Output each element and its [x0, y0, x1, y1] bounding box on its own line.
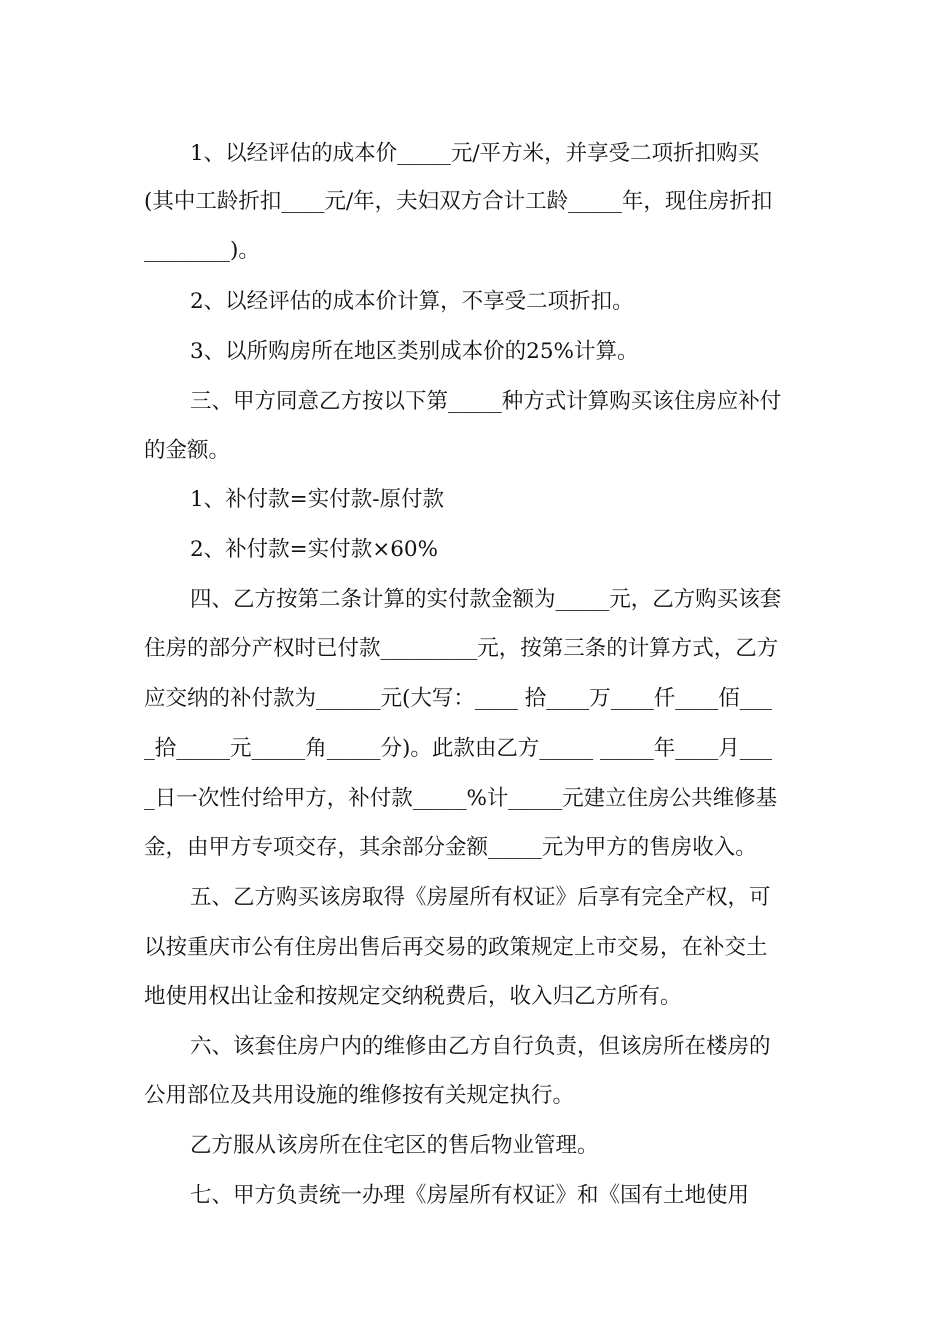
paragraph-line: 地使用权出让金和按规定交纳税费后，收入归乙方所有。 — [144, 984, 682, 1009]
paragraph-line: _日一次性付给甲方，补付款_____%计_____元建立住房公共维修基 — [144, 786, 778, 811]
paragraph-line: 乙方服从该房所在住宅区的售后物业管理。 — [190, 1133, 599, 1158]
paragraph-line: 1、补付款=实付款-原付款 — [190, 487, 444, 512]
paragraph-line: ________)。 — [144, 238, 260, 263]
paragraph-line: 3、以所购房所在地区类别成本价的25%计算。 — [190, 339, 639, 364]
paragraph-line: _拾_____元_____角_____分)。此款由乙方_____ _____年____月___ — [144, 736, 772, 761]
paragraph-line: 住房的部分产权时已付款_________元，按第三条的计算方式，乙方 — [144, 636, 779, 661]
paragraph-line: 2、以经评估的成本价计算，不享受二项折扣。 — [190, 289, 634, 314]
paragraph-line: (其中工龄折扣____元/年，夫妇双方合计工龄_____年，现住房折扣 — [144, 189, 773, 214]
paragraph-line: 的金额。 — [144, 438, 231, 463]
paragraph-line: 1、以经评估的成本价_____元/平方米，并享受二项折扣购买 — [190, 141, 760, 166]
paragraph-line: 公用部位及共用设施的维修按有关规定执行。 — [144, 1083, 575, 1108]
paragraph-line: 四、乙方按第二条计算的实付款金额为_____元，乙方购买该套 — [190, 587, 782, 612]
paragraph-line: 三、甲方同意乙方按以下第_____种方式计算购买该住房应补付 — [190, 389, 782, 414]
paragraph-line: 五、乙方购买该房取得《房屋所有权证》后享有完全产权，可 — [190, 885, 771, 910]
paragraph-line: 六、该套住房户内的维修由乙方自行负责，但该房所在楼房的 — [190, 1034, 771, 1059]
paragraph-line: 应交纳的补付款为______元(大写：____ 拾____万____仟____佰___ — [144, 686, 772, 711]
paragraph-line: 以按重庆市公有住房出售后再交易的政策规定上市交易，在补交土 — [144, 935, 768, 960]
paragraph-line: 七、甲方负责统一办理《房屋所有权证》和《国有土地使用 — [190, 1183, 750, 1208]
paragraph-line: 2、补付款=实付款×60% — [190, 537, 438, 562]
paragraph-line: 金，由甲方专项交存，其余部分金额_____元为甲方的售房收入。 — [144, 835, 757, 860]
